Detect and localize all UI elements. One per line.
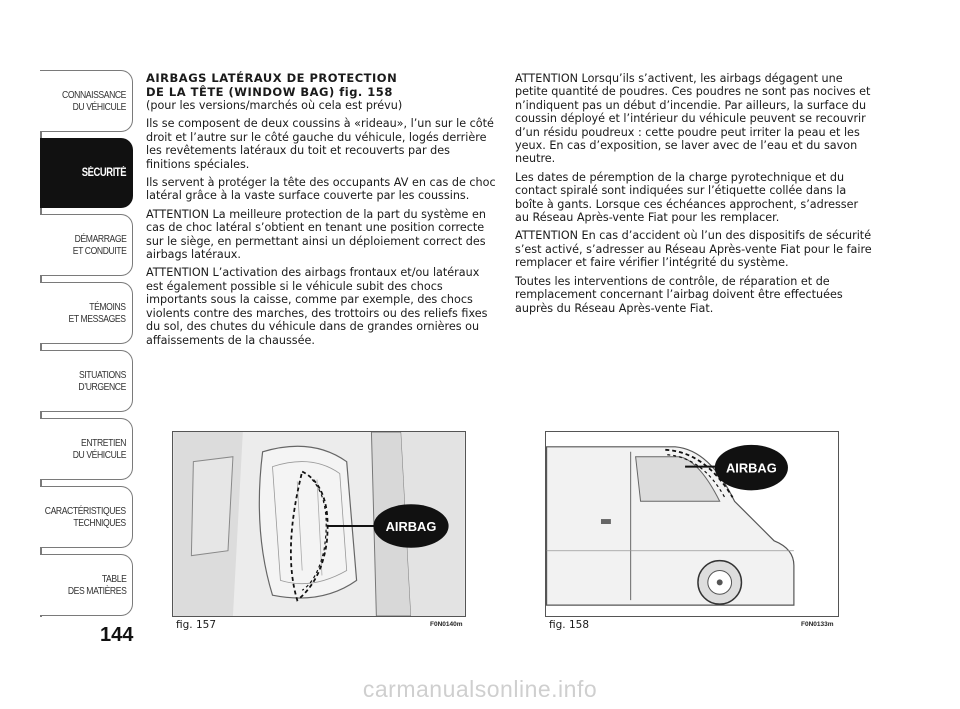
paragraph: Les dates de péremption de la charge pyrotechnique et du contact spiralé sont indiquées sur l’étiquette collée dans la boîte à gants. Lorsque ces échéances approchent, s’adresser au Réseau Après-vente Fiat pour les remplacer. xyxy=(515,170,859,225)
paragraph: Ils servent à protéger la tête des occupants AV en cas de choc latéral grâce à la vaste surface couverte par les coussins. xyxy=(146,176,496,203)
tab-table-des-matieres[interactable] xyxy=(40,554,133,616)
heading-line-2: DE LA TÊTE (WINDOW BAG) fig. 158 xyxy=(146,84,393,99)
tab-label: DÉMARRAGE ET CONDUITE xyxy=(72,233,126,257)
airbag-callout: AIRBAG xyxy=(725,460,777,476)
figure-157-code: F0N0140m xyxy=(430,621,463,628)
tab-securite[interactable] xyxy=(40,138,133,208)
warning-paragraph: ATTENTION En cas d’accident où l’un des dispositifs de sécurité s’est activé, s’adresser au Réseau Après-vente Fiat pour le faire remplacer et faire vérifier l’intégrité du système. xyxy=(515,229,872,270)
right-text-column xyxy=(515,72,875,320)
warning-paragraph: ATTENTION Lorsqu’ils s’activent, les airbags dégagent une petite quantité de poudres. Ces poudres ne sont pas nocives et n’indiquent pas un début d’incendie. Par ailleurs, la surface du coussin déployé et l’intérieur du véhicule peuvent se recouvrir d’un résidu poudreux : cette poudre peut irriter la peau et les yeux. En cas d’exposition, se laver avec de l’eau et du savon neutre. xyxy=(515,72,871,166)
figure-158-van-airbag xyxy=(545,431,839,617)
tab-label: CARACTÉRISTIQUES TECHNIQUES xyxy=(45,505,126,529)
watermark: carmanualsonline.info xyxy=(362,676,598,702)
figure-157-seat-airbag xyxy=(172,431,466,617)
tab-label: SÉCURITÉ xyxy=(81,167,126,179)
seat-illustration xyxy=(173,432,465,616)
heading-line-1: AIRBAGS LATÉRAUX DE PROTECTION xyxy=(146,71,398,85)
tab-label: TÉMOINS ET MESSAGES xyxy=(68,301,126,325)
tab-caracteristiques-techniques[interactable] xyxy=(40,486,133,548)
paragraph: Toutes les interventions de contrôle, de réparation et de remplacement concernant l’airbag doivent être effectuées auprès du Réseau Après-vente Fiat. xyxy=(515,274,843,315)
tab-label: CONNAISSANCE DU VÉHICULE xyxy=(62,89,126,113)
van-illustration xyxy=(546,432,838,616)
tab-label: TABLE DES MATIÈRES xyxy=(67,573,126,597)
airbag-callout: AIRBAG xyxy=(385,518,437,534)
section-heading xyxy=(146,72,496,99)
tab-situations-durgence[interactable] xyxy=(40,350,133,412)
left-text-column xyxy=(146,72,496,352)
section-subheading: (pour les versions/marchés où cela est prévu) xyxy=(146,99,403,112)
tab-temoins-et-messages[interactable] xyxy=(40,282,133,344)
tab-label: SITUATIONS D’URGENCE xyxy=(78,369,126,393)
figure-158-caption: fig. 158 xyxy=(549,619,589,631)
tab-demarrage-et-conduite[interactable] xyxy=(40,214,133,276)
warning-paragraph: ATTENTION L’activation des airbags frontaux et/ou latéraux est également possible si le véhicule subit des chocs importants sous la caisse, comme par exemple, des chocs violents contre des marches, des trottoirs ou des reliefs fixes du sol, des chutes du véhicule dans de grandes ornières ou affaissements de la chaussée. xyxy=(146,266,488,347)
paragraph: Ils se composent de deux coussins à «rideau», l’un sur le côté droit et l’autre sur le côté gauche du véhicule, logés derrière les revêtements latéraux du toit et recouverts par des finitions spéciales. xyxy=(146,117,494,171)
figure-158-code: F0N0133m xyxy=(801,621,834,628)
warning-paragraph: ATTENTION La meilleure protection de la part du système en cas de choc latéral s’obtient en tenant une position correcte sur le siège, en permettant ainsi un déploiement correct des airbags latéraux. xyxy=(146,207,486,262)
figure-157-caption: fig. 157 xyxy=(176,619,216,631)
tab-connaissance-du-vehicule[interactable] xyxy=(40,70,133,132)
tab-entretien-du-vehicule[interactable] xyxy=(40,418,133,480)
tab-label: ENTRETIEN DU VÉHICULE xyxy=(72,437,126,461)
page-number: 144 xyxy=(100,624,134,646)
